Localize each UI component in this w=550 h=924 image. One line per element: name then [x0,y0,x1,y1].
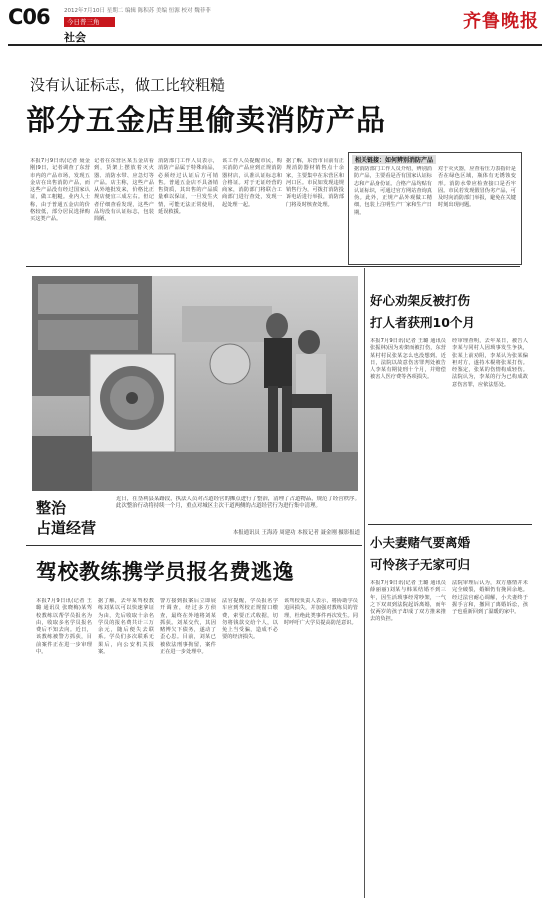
story1-bottom-rule [26,266,520,267]
header-rule [8,44,542,46]
masthead-logo: 齐鲁晚报 [463,11,539,32]
story4-headline: 驾校教练携学员报名费逃逸 [36,560,294,584]
photo-caption: 近日，在垦利县某路段，执法人员对占道经营的摊点进行了整治，清理了占道物品，规范了经营秩序。此次整治行动将持续一个月，重点对城区主次干道两侧的占道经营行为进行集中清理。 [116,496,360,510]
news-photo-illustration [32,276,358,491]
photo-label-line1: 整治 [36,499,67,517]
story3-headline-line1: 小夫妻赌气要离婚 [370,535,471,550]
story1-col2: 记者在东营区某五金店看到，货架上摆放着灭火器、消防水带、应急灯等产品。店主称，这些产品从外地批发来，价格比正规店便宜三成左右。但记者仔细查看发现，这些产品均没有认证标志，包装简陋。 [94,158,154,223]
page-number: C06 [8,5,50,29]
photo-label-line2: 占道经营 [36,519,97,537]
story1-col5: 据了解，东营市目前有正规消防器材销售点十余家，主要集中在东营区和河口区。市民如发现违规销售行为，可拨打消防投诉电话进行举报，消防部门将及时核查处理。 [286,158,344,208]
story2-headline-line1: 好心劝架反被打伤 [370,293,471,308]
story4-col1: 本报7月9日讯(记者 王璐 通讯员 张晓梅)某驾校教练以帮学员报名为由，收取多名学员报名费后不知去向。近日，该教练被警方抓获，目前案件正在进一步审理中。 [36,598,92,656]
story4-col4: 法官提醒，学员报名学车应到驾校正规窗口缴费，索要正式收据，切勿将钱款交给个人，以免上当受骗，造成不必要的经济损失。 [222,598,278,641]
story1-col3: 消防部门工作人员表示，消防产品属于特殊商品，必须经过认证后方可销售。普通五金店不具备销售资质，其出售的产品质量难以保证，一旦发生火情，可能无法正常使用，延误救援。 [158,158,218,216]
right-column-divider [364,268,365,898]
story2-headline-line2: 打人者获刑10个月 [370,315,475,330]
story1-col4: 该工作人员提醒市民，购买消防产品应到正规消防器材店，认准认证标志和合格证。对于无证经营的商家，消防部门将联合工商部门进行查处，发现一起处理一起。 [222,158,282,208]
story3-col2: 法院审理后认为，双方感情并未完全破裂，婚姻仍有挽回余地。经过法官耐心调解，小夫妻终于握手言和，撤回了离婚诉讼，孩子也重新回到了温暖的家中。 [452,580,528,616]
story4-col5: 该驾校负责人表示，将协助学员追回损失，并加强对教练员的管理，杜绝此类事件再次发生。同时呼吁广大学员提高防范意识。 [284,598,358,626]
news-photo [32,276,358,491]
related-link-col1: 据消防部门工作人员介绍，辨别消防产品，主要看是否有国家认证标志和产品身份证。合格产品均贴有认证标识，可通过官方网站查询真伪。此外，正规产品外观做工精细，包装上注明生产厂家和生产日期。 [354,166,432,216]
section-name: 社会 [64,31,86,44]
story1-headline: 部分五金店里偷卖消防产品 [26,103,387,137]
story3-col1: 本报7月9日讯(记者 王璐 通讯员 薛丽丽)刘某与韩某结婚不到三年，因生活琐事经常吵架，一气之下双双到法院起诉离婚，而年仅两岁的孩子却成了双方推来推去的负担。 [370,580,446,623]
related-link-title: 相关链接：如何辨别消防产品 [352,155,436,164]
story2-col2: 经审理查明，去年某日，被告人李某与同村人因琐事发生争执，张某上前劝阻，李某认为张某偏袒对方，遂持木棍将张某打伤。经鉴定，张某的伤情构成轻伤。法院认为，李某的行为已构成故意伤害罪，应依法惩处。 [452,338,528,388]
photo-credit: 本报通讯员 王海涛 周建功 本报记者 聂金刚 摄影报道 [232,530,360,536]
story4-col2: 据了解，去年某驾校教练刘某以可以快速拿证为由，先后收取十余名学员的报名费共计三万余元，随后便失去联系。学员们多次联系无果后，向公安机关报案。 [98,598,154,656]
photo-bottom-rule [26,545,362,546]
date-line: 2012年7月10日 星期二 编辑 陈积苏 美编 恒源 校对 魏菲菲 [64,8,211,14]
section-tag: 今日普三角 [64,17,115,27]
related-link-col2: 对于灭火器，应查看压力表指针是否在绿色区域，瓶体有无锈蚀变形。消防水带应检查接口是否牢固。市民若发现假冒伪劣产品，可及时向消防部门举报，避免在关键时刻出现问题。 [438,166,516,209]
story1-col1: 本报7月9日讯(记者 聂金刚)9日，记者调查了东营市内的产品市场，发现五金店在出售消防产品，而这些产品没有经过国家认证，做工粗糙。业内人士称，由于普通五金店的价格较低，部分居民选择购买这类产品。 [30,158,90,223]
story3-headline-line2: 可怜孩子无家可归 [370,557,471,572]
story2-bottom-rule [368,524,532,525]
story1-kicker: 没有认证标志，做工比较粗糙 [30,76,226,94]
story2-col1: 本报7月9日讯(记者 王璐 通讯员 张振林)因为劝架而被打伤，东营某村村民张某怎么也没想到。近日，法院以故意伤害罪判处被告人李某有期徒刑十个月，并赔偿被害人医疗费等各项损失。 [370,338,446,381]
story4-col3: 警方接到报案后立即展开调查，经过多方侦查，最终在外地将刘某抓获。刘某交代，其因赌博欠下债务，遂动了歪心思。目前，刘某已被依法刑事拘留，案件正在进一步处理中。 [160,598,216,656]
